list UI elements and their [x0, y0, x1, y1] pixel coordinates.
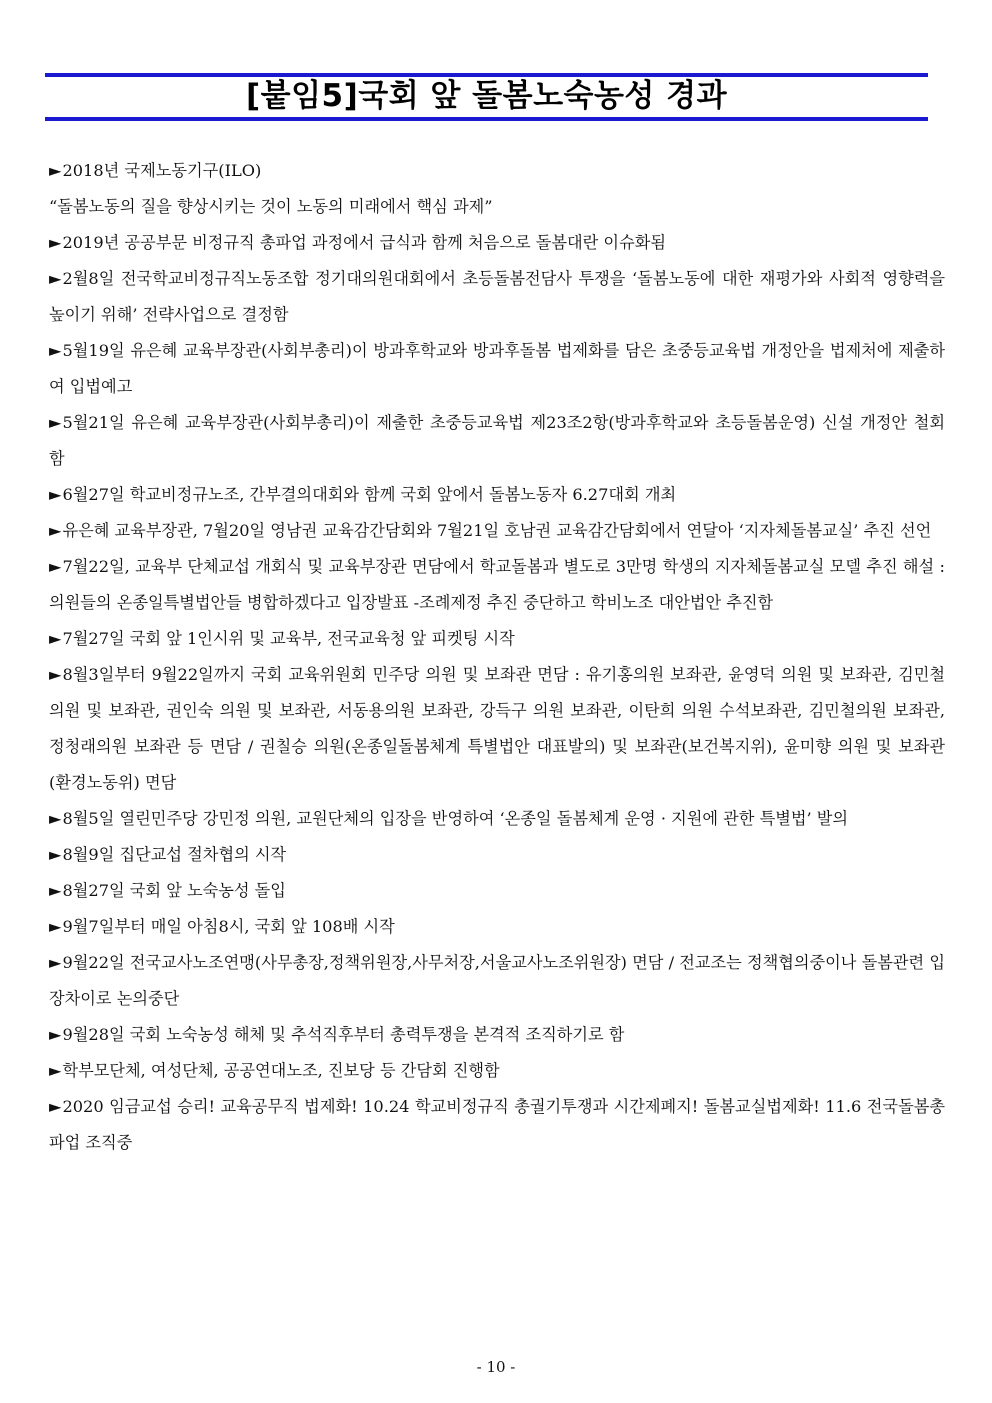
timeline-item-text: 2018년 국제노동기구(ILO) [62, 161, 262, 180]
timeline-item-text: 2019년 공공부문 비정규직 총파업 과정에서 급식과 함께 처음으로 돌봄대란 이슈화됨 [62, 233, 666, 252]
timeline-item [49, 513, 945, 549]
timeline-item-text: 8월3일부터 9월22일까지 국회 교육위원회 민주당 의원 및 보좌관 면담 : 유기홍의원 보좌관, 윤영덕 의원 및 보좌관, 김민철의원 및 보좌관, 권인숙 의원 및 보좌관, 서동용의원 보좌관, 강득구 의원 보좌관, 이탄희 의원 수석보좌관, 김민철의원 보좌관, 정청래의원 보좌관 등 면담 / 권칠승 의원(온종일돌봄체계 특별법안 대표발의) 및 보좌관(보건복지위), 윤미향 의원 및 보좌관(환경노동위) 면담 [49, 665, 945, 792]
timeline-item [49, 477, 945, 513]
timeline-item-text: 8월27일 국회 앞 노숙농성 돌입 [62, 881, 286, 900]
timeline-item [49, 333, 945, 405]
bullet-arrow-icon: ► [49, 233, 62, 252]
bullet-arrow-icon: ► [49, 917, 62, 936]
timeline-item-text: 9월28일 국회 노숙농성 해체 및 추석직후부터 총력투쟁을 본격적 조직하기로 함 [62, 1025, 625, 1044]
timeline-item-text: 9월22일 전국교사노조연맹(사무총장,정책위원장,사무처장,서울교사노조위원장) 면담 / 전교조는 정책협의중이나 돌봄관련 입장차이로 논의중단 [49, 953, 945, 1008]
timeline-item [49, 1053, 945, 1089]
timeline-item [49, 621, 945, 657]
timeline-item-text: 9월7일부터 매일 아침8시, 국회 앞 108배 시작 [62, 917, 395, 936]
timeline-item-text: 8월5일 열린민주당 강민정 의원, 교원단체의 입장을 반영하여 ‘온종일 돌봄체계 운영 · 지원에 관한 특별법’ 발의 [62, 809, 849, 828]
timeline-item-text: 6월27일 학교비정규노조, 간부결의대회와 함께 국회 앞에서 돌봄노동자 6.27대회 개최 [62, 485, 677, 504]
bullet-arrow-icon: ► [49, 485, 62, 504]
title-rule-bottom [45, 117, 928, 121]
timeline-item-text: 유은혜 교육부장관, 7월20일 영남권 교육감간담회와 7월21일 호남권 교육감간담회에서 연달아 ‘지자체돌봄교실’ 추진 선언 [62, 521, 932, 540]
bullet-arrow-icon: ► [49, 809, 62, 828]
timeline-item [49, 549, 945, 621]
timeline-item [49, 657, 945, 801]
timeline-item-text: 2월8일 전국학교비정규직노동조합 정기대의원대회에서 초등돌봄전담사 투쟁을 ‘돌봄노동에 대한 재평가와 사회적 영향력을 높이기 위해’ 전략사업으로 결정함 [49, 269, 945, 324]
timeline-item-text: 5월21일 유은혜 교육부장관(사회부총리)이 제출한 초중등교육법 제23조2항(방과후학교와 초등돌봄운영) 신설 개정안 철회함 [49, 413, 945, 468]
bullet-arrow-icon: ► [49, 881, 62, 900]
timeline-item [49, 801, 945, 837]
bullet-arrow-icon: ► [49, 665, 62, 684]
page-number: - 10 - [476, 1358, 516, 1376]
timeline-item [49, 261, 945, 333]
timeline-item-text: 5월19일 유은혜 교육부장관(사회부총리)이 방과후학교와 방과후돌봄 법제화를 담은 초중등교육법 개정안을 법제처에 제출하여 입법예고 [49, 341, 945, 396]
timeline-item-text: “돌봄노동의 질을 향상시키는 것이 노동의 미래에서 핵심 과제” [49, 197, 493, 216]
bullet-arrow-icon: ► [49, 1025, 62, 1044]
timeline-item [49, 153, 945, 189]
timeline-item-text: 2020 임금교섭 승리! 교육공무직 법제화! 10.24 학교비정규직 총궐기투쟁과 시간제폐지! 돌봄교실법제화! 11.6 전국돌봄총파업 조직중 [49, 1097, 945, 1152]
timeline-item-text: 8월9일 집단교섭 절차협의 시작 [62, 845, 287, 864]
bullet-arrow-icon: ► [49, 629, 62, 648]
bullet-arrow-icon: ► [49, 1061, 62, 1080]
timeline-item-text: 학부모단체, 여성단체, 공공연대노조, 진보당 등 간담회 진행함 [62, 1061, 500, 1080]
bullet-arrow-icon: ► [49, 557, 62, 576]
timeline-list [49, 153, 945, 1161]
timeline-item-text: 7월27일 국회 앞 1인시위 및 교육부, 전국교육청 앞 피켓팅 시작 [62, 629, 515, 648]
bullet-arrow-icon: ► [49, 341, 62, 360]
bullet-arrow-icon: ► [49, 413, 62, 432]
page-title: [붙임5]국회 앞 돌봄노숙농성 경과 [245, 78, 728, 114]
bullet-arrow-icon: ► [49, 845, 62, 864]
timeline-item [49, 189, 945, 225]
timeline-item [49, 225, 945, 261]
timeline-item [49, 945, 945, 1017]
timeline-item [49, 405, 945, 477]
bullet-arrow-icon: ► [49, 521, 62, 540]
bullet-arrow-icon: ► [49, 269, 62, 288]
bullet-arrow-icon: ► [49, 1097, 62, 1116]
timeline-item [49, 837, 945, 873]
timeline-item [49, 1017, 945, 1053]
timeline-item [49, 1089, 945, 1161]
bullet-arrow-icon: ► [49, 161, 62, 180]
timeline-item [49, 873, 945, 909]
timeline-item [49, 909, 945, 945]
bullet-arrow-icon: ► [49, 953, 62, 972]
timeline-item-text: 7월22일, 교육부 단체교섭 개회식 및 교육부장관 면담에서 학교돌봄과 별도로 3만명 학생의 지자체돌봄교실 모델 추진 해설 : 의원들의 온종일특별법안들 병합하겠다고 입장발표 -조례제정 추진 중단하고 학비노조 대안법안 추진함 [49, 557, 945, 612]
